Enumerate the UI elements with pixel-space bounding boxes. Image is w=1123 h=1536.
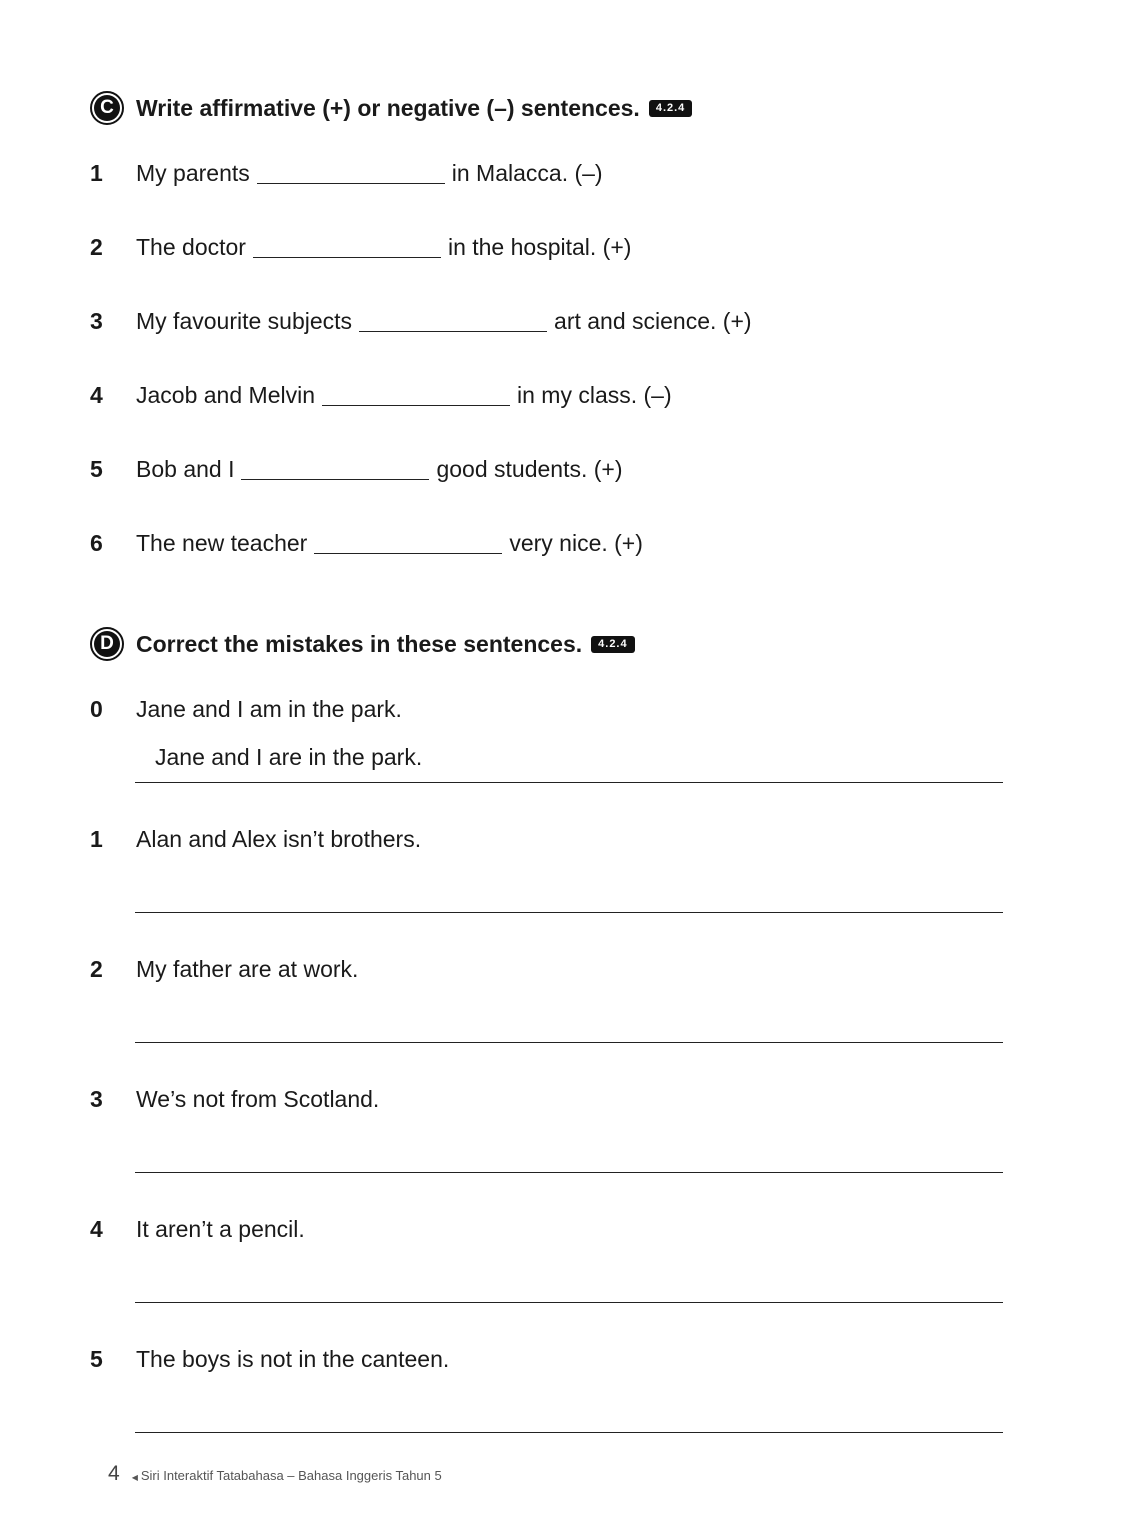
c-item-text-before: My favourite subjects <box>136 307 353 334</box>
c-item-text-after: very nice. (+) <box>509 529 643 556</box>
d-item-sentence: Jane and I am in the park. <box>136 695 402 722</box>
d-item-2-answer-line[interactable] <box>135 1042 1003 1043</box>
page-number: 4 <box>108 1462 120 1485</box>
section-d-tag: 4.2.4 <box>591 636 634 653</box>
section-d-header <box>90 624 635 664</box>
c-item-blank[interactable] <box>359 311 547 332</box>
c-item-text-after: in Malacca. (–) <box>451 159 603 186</box>
c-item-4 <box>90 380 672 410</box>
d-item-0 <box>90 694 402 724</box>
d-item-5-answer-line[interactable] <box>135 1432 1003 1433</box>
section-c-title: Write affirmative (+) or negative (–) sentences. <box>136 94 640 121</box>
d-item-number: 2 <box>90 955 103 982</box>
section-d-title: Correct the mistakes in these sentences. <box>136 630 583 657</box>
section-c-letter: C <box>94 95 120 121</box>
c-item-blank[interactable] <box>253 237 441 258</box>
c-item-text-before: The new teacher <box>136 529 308 556</box>
c-item-text-after: in the hospital. (+) <box>447 233 632 260</box>
d-item-number: 5 <box>90 1345 103 1372</box>
c-item-text-after: art and science. (+) <box>554 307 752 334</box>
d-item-1 <box>90 824 421 854</box>
c-item-3 <box>90 306 752 336</box>
d-item-2 <box>90 954 358 984</box>
c-item-1 <box>90 158 603 188</box>
section-d-letter: D <box>94 631 120 657</box>
c-item-2 <box>90 232 631 262</box>
d-item-4 <box>90 1214 305 1244</box>
c-item-number: 4 <box>90 381 103 408</box>
book-title: Siri Interaktif Tatabahasa – Bahasa Inggeris Tahun 5 <box>140 1468 442 1483</box>
d-item-0-answer: Jane and I are in the park. <box>155 744 423 770</box>
c-item-number: 5 <box>90 455 103 482</box>
section-c-header <box>90 88 692 128</box>
c-item-blank[interactable] <box>322 385 510 406</box>
c-item-blank[interactable] <box>241 459 429 480</box>
c-item-6 <box>90 528 643 558</box>
d-item-sentence: We’s not from Scotland. <box>136 1085 380 1112</box>
d-item-sentence: My father are at work. <box>136 955 359 982</box>
section-c-tag: 4.2.4 <box>649 100 692 117</box>
c-item-5 <box>90 454 623 484</box>
d-item-sentence: It aren’t a pencil. <box>136 1215 305 1242</box>
d-item-number: 4 <box>90 1215 103 1242</box>
d-item-sentence: Alan and Alex isn’t brothers. <box>136 825 422 852</box>
c-item-text-before: The doctor <box>136 233 246 260</box>
d-item-0-answer-line[interactable] <box>135 782 1003 783</box>
page-footer <box>108 1462 442 1486</box>
d-item-1-answer-line[interactable] <box>135 912 1003 913</box>
c-item-text-before: Bob and I <box>136 455 235 482</box>
c-item-number: 1 <box>90 159 103 186</box>
d-item-number: 1 <box>90 825 103 852</box>
c-item-text-before: Jacob and Melvin <box>136 381 315 408</box>
c-item-number: 3 <box>90 307 103 334</box>
c-item-text-after: good students. (+) <box>436 455 623 482</box>
d-item-4-answer-line[interactable] <box>135 1302 1003 1303</box>
d-item-5 <box>90 1344 449 1374</box>
d-item-3-answer-line[interactable] <box>135 1172 1003 1173</box>
c-item-blank[interactable] <box>314 533 502 554</box>
section-c-badge <box>90 91 124 125</box>
c-item-text-before: My parents <box>136 159 250 186</box>
c-item-text-after: in my class. (–) <box>517 381 672 408</box>
d-item-3 <box>90 1084 379 1114</box>
triangle-left-icon: ◀ <box>131 1473 138 1482</box>
section-d-badge <box>90 627 124 661</box>
d-item-sentence: The boys is not in the canteen. <box>136 1345 450 1372</box>
c-item-number: 2 <box>90 233 103 260</box>
c-item-blank[interactable] <box>257 163 445 184</box>
c-item-number: 6 <box>90 529 103 556</box>
d-item-number: 0 <box>90 695 103 722</box>
d-item-number: 3 <box>90 1085 103 1112</box>
